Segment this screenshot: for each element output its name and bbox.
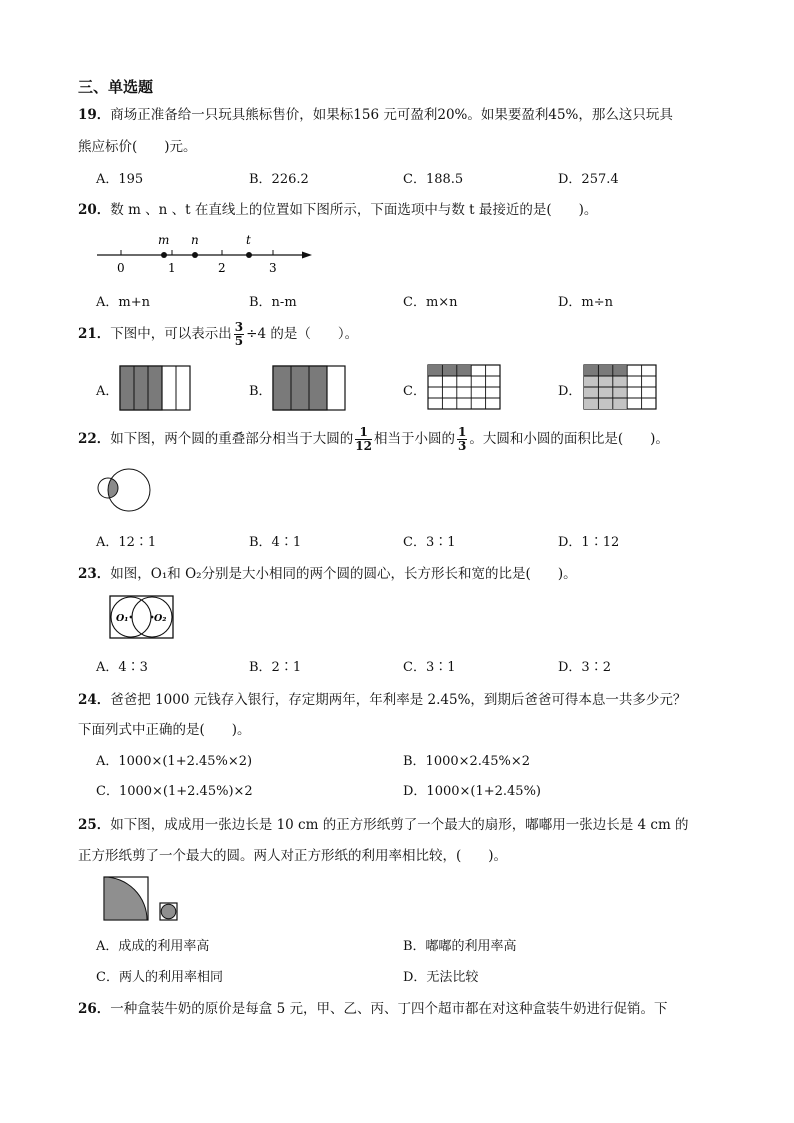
point-label: m [158, 233, 170, 247]
label-o1: O₁ [116, 613, 129, 624]
option-b[interactable]: B．1000×2.45%×2 [403, 754, 530, 769]
question-25-line-2: 正方形纸剪了一个最大的圆。两人对正方形纸的利用率相比较，( )。 [78, 848, 508, 864]
option-c[interactable]: C．188.5 [403, 172, 464, 187]
option-c[interactable]: C．1000×(1+2.45%)×2 [96, 784, 253, 799]
option-d[interactable]: D．3∶2 [558, 660, 611, 675]
option-b-figure[interactable] [272, 365, 348, 412]
point-m [161, 252, 167, 258]
question-text: 商场正准备给一只玩具熊标售价，如果标156 元可盈利20%。如果要盈利45%，那么这只玩具 [110, 107, 673, 123]
number-line-figure [94, 228, 319, 276]
question-text: 数 m 、n 、t 在直线上的位置如下图所示，下面选项中与数 t 最接近的是( )。 [110, 202, 598, 218]
question-text: 如图，O₁和 O₂分别是大小相同的两个圆的圆心，长方形长和宽的比是( )。 [110, 566, 577, 582]
option-a[interactable]: A．1000×(1+2.45%×2) [96, 754, 253, 769]
question-text: 下图中，可以表示出 [110, 326, 232, 342]
question-23-line-1 [78, 562, 577, 582]
shaded-region [273, 366, 327, 410]
question-text: 如下图，两个圆的重叠部分相当于大圆的 [110, 431, 354, 447]
option-b[interactable]: B．嘟嘟的利用率高 [403, 939, 517, 954]
option-b[interactable]: B． [249, 384, 272, 399]
question-number: 26． [78, 1001, 111, 1017]
small-circle [161, 904, 176, 919]
option-b[interactable]: B．2∶1 [249, 660, 302, 675]
question-text: ÷4 的是（ ）。 [246, 326, 359, 342]
option-d[interactable]: D．1000×(1+2.45%) [403, 784, 542, 799]
section-title: 三、单选题 [78, 78, 154, 96]
rectangle-two-circles-figure [108, 594, 176, 640]
tick-label: 1 [168, 261, 176, 275]
option-a[interactable]: A．成成的利用率高 [96, 939, 210, 954]
option-d[interactable]: D．m÷n [558, 295, 614, 310]
point-label: n [191, 233, 199, 247]
point-label: t [246, 233, 251, 247]
tick-label: 0 [117, 261, 125, 275]
question-26-line-1 [78, 997, 667, 1017]
question-19-line-1 [78, 103, 673, 123]
question-number: 25． [78, 817, 111, 833]
option-a[interactable]: A．m+n [96, 295, 150, 310]
light-shaded-region [584, 376, 627, 409]
center-o2 [151, 616, 154, 619]
option-c-figure[interactable] [427, 364, 503, 412]
question-25-line-1 [78, 813, 689, 833]
question-text: 相当于小圆的 [374, 431, 455, 447]
option-b[interactable]: B．226.2 [249, 172, 309, 187]
fraction: $\frac{1}{3}$ [458, 425, 467, 453]
question-20-line-1 [78, 198, 597, 218]
question-22-line-1 [78, 426, 669, 453]
option-d-figure[interactable] [583, 364, 659, 412]
question-19-line-2: 熊应标价( )元。 [78, 139, 197, 155]
option-a[interactable]: A．195 [96, 172, 144, 187]
option-d[interactable]: D．无法比较 [403, 970, 479, 985]
question-text: 爸爸把 1000 元钱存入银行，存定期两年，年利率是 2.45%，到期后爸爸可得本息一共多少元？ [110, 692, 687, 708]
center-o1 [130, 616, 133, 619]
point-t [246, 252, 252, 258]
question-21-line-1 [78, 321, 358, 348]
shaded-region [120, 366, 162, 410]
shaded-region [584, 365, 627, 376]
shaded-region [428, 365, 471, 376]
label-o2: O₂ [154, 613, 167, 624]
question-number: 24． [78, 692, 111, 708]
tick-label: 3 [269, 261, 277, 275]
option-b[interactable]: B．4∶1 [249, 535, 302, 550]
question-number: 19． [78, 107, 111, 123]
option-b[interactable]: B．n-m [249, 295, 297, 310]
question-text: 如下图，成成用一张边长是 10 cm 的正方形纸剪了一个最大的扇形，嘟嘟用一张边长是 4 cm 的 [110, 817, 689, 833]
question-24-line-2: 下面列式中正确的是( )。 [78, 722, 251, 738]
option-c[interactable]: C． [403, 384, 426, 399]
option-d[interactable]: D．257.4 [558, 172, 619, 187]
question-number: 23． [78, 566, 111, 582]
overlapping-circles-figure [96, 468, 156, 514]
tick-label: 2 [218, 261, 226, 275]
question-number: 22． [78, 431, 111, 447]
option-a[interactable]: A．4∶3 [96, 660, 148, 675]
option-d[interactable]: D． [558, 384, 582, 399]
question-text: 。大圆和小圆的面积比是( )。 [469, 431, 669, 447]
question-text: 一种盒装牛奶的原价是每盒 5 元，甲、乙、丙、丁四个超市都在对这种盒装牛奶进行促销。下 [110, 1001, 668, 1017]
fraction: $\frac{3}{5}$ [234, 320, 244, 348]
option-c[interactable]: C．m×n [403, 295, 458, 310]
option-a[interactable]: A．12∶1 [96, 535, 157, 550]
question-number: 20． [78, 202, 111, 218]
arrow-icon [302, 252, 312, 259]
question-number: 21． [78, 326, 111, 342]
fraction: $\frac{1}{12}$ [355, 425, 372, 453]
option-c[interactable]: C．两人的利用率相同 [96, 970, 223, 985]
question-24-line-1 [78, 688, 686, 708]
option-d[interactable]: D．1∶12 [558, 535, 620, 550]
option-a-figure[interactable] [119, 365, 193, 412]
option-c[interactable]: C．3∶1 [403, 535, 456, 550]
point-n [192, 252, 198, 258]
square-sector-circle-figure [102, 874, 184, 922]
option-a[interactable]: A． [96, 384, 119, 399]
option-c[interactable]: C．3∶1 [403, 660, 456, 675]
